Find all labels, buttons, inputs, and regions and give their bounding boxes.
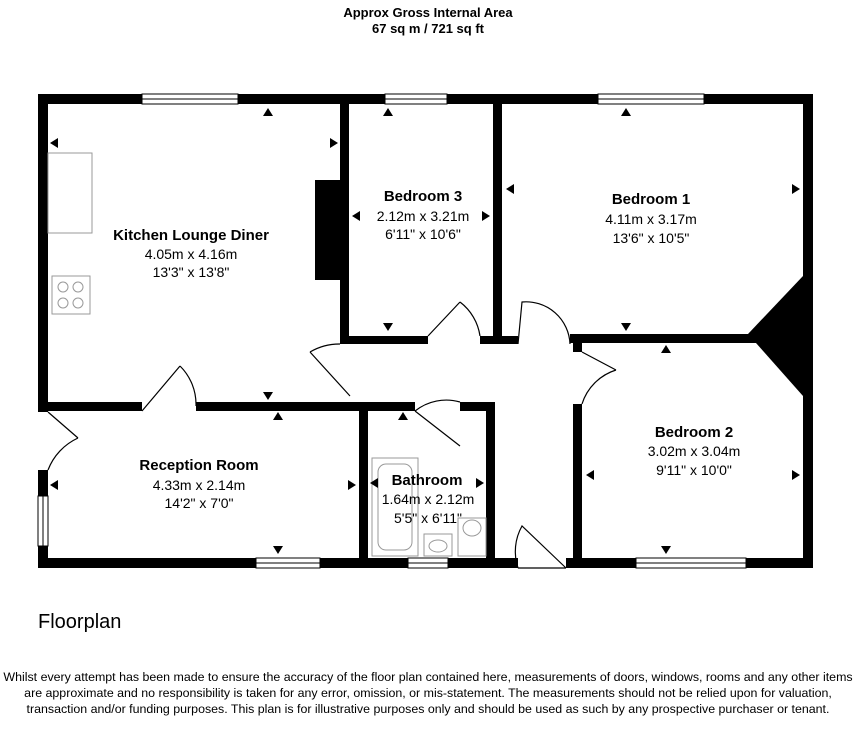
room-metric-bedroom1: 4.11m x 3.17m — [605, 211, 697, 227]
arrow-icon — [383, 323, 393, 331]
room-imperial-bedroom2: 9'11" x 10'0" — [656, 462, 732, 478]
room-metric-bathroom: 1.64m x 2.12m — [381, 491, 475, 507]
arrow-icon — [661, 546, 671, 554]
floorplan-caption: Floorplan — [38, 611, 122, 633]
kitchen-worktop — [48, 153, 92, 233]
room-name-kitchen: Kitchen Lounge Diner — [113, 227, 269, 244]
chimney-breast — [315, 180, 341, 280]
room-name-reception: Reception Room — [139, 457, 259, 474]
room-imperial-bedroom3: 6'11" x 10'6" — [385, 226, 461, 242]
arrow-icon — [586, 470, 594, 480]
wall-right — [803, 94, 813, 568]
arrow-icon — [792, 470, 800, 480]
arrow-icon — [330, 138, 338, 148]
door-bedroom3 — [428, 302, 480, 336]
disclaimer-text: Whilst every attempt has been made to ensure the accuracy of the floor plan contained here, measurements of doors, windows, rooms and any other items are approximate and no responsibility is taken for any error, omission, or mis-statement. The measurements should not be relied upon for valuation, transaction and/or funding purposes. This plan is for illustrative purposes only and should be used as such by any prospective purchaser or tenant. — [3, 670, 853, 716]
room-metric-bedroom3: 2.12m x 3.21m — [376, 208, 470, 224]
arrow-icon — [476, 478, 484, 488]
wall-bed3-bottom-a — [340, 336, 428, 344]
room-metric-reception: 4.33m x 2.14m — [152, 477, 246, 493]
room-metric-bedroom2: 3.02m x 3.04m — [647, 443, 741, 459]
door-bedroom1 — [518, 302, 570, 344]
wall-bath-top-a — [359, 402, 415, 411]
arrow-icon — [398, 412, 408, 420]
arrow-icon — [352, 211, 360, 221]
door-reception-side — [48, 412, 78, 470]
wall-left-upper — [38, 94, 48, 412]
door-kitchen-reception — [142, 366, 196, 411]
room-imperial-kitchen: 13'3" x 13'8" — [152, 264, 230, 280]
room-imperial-reception: 14'2" x 7'0" — [164, 495, 234, 511]
door-front — [515, 526, 566, 568]
wall-bath-right — [486, 402, 495, 568]
corner-chimney — [748, 276, 803, 396]
room-name-bedroom2: Bedroom 2 — [654, 424, 734, 441]
arrow-icon — [263, 108, 273, 116]
arrow-icon — [50, 138, 58, 148]
arrow-icon — [348, 480, 356, 490]
wall-bed3-bed1 — [493, 94, 502, 344]
room-name-bathroom: Bathroom — [391, 472, 463, 489]
wall-reception-bath — [359, 402, 368, 568]
wall-kitchen-bed3 — [340, 94, 349, 344]
room-name-bedroom1: Bedroom 1 — [611, 191, 691, 208]
door-bathroom — [415, 400, 460, 446]
room-metric-kitchen: 4.05m x 4.16m — [144, 246, 238, 262]
arrow-icon — [273, 546, 283, 554]
hob-icon — [52, 276, 90, 314]
door-hall-kitchen — [310, 344, 350, 396]
doors — [48, 302, 616, 568]
wall-bed2-left-a — [573, 334, 582, 352]
room-imperial-bedroom1: 13'6" x 10'5" — [612, 230, 690, 246]
arrow-icon — [383, 108, 393, 116]
wall-kitchen-bottom-a — [38, 402, 142, 411]
area-title: Approx Gross Internal Area — [343, 5, 513, 20]
arrow-icon — [263, 392, 273, 400]
arrow-icon — [50, 480, 58, 490]
arrow-icon — [482, 211, 490, 221]
room-labels — [113, 188, 740, 526]
area-value: 67 sq m / 721 sq ft — [372, 21, 484, 36]
arrow-icon — [621, 323, 631, 331]
arrow-icon — [621, 108, 631, 116]
wall-bed3-bottom-b — [480, 336, 518, 344]
door-bedroom2 — [582, 352, 616, 404]
arrow-icon — [661, 345, 671, 353]
arrow-icon — [792, 184, 800, 194]
wall-kitchen-bottom-b — [196, 402, 368, 411]
room-imperial-bathroom: 5'5" x 6'11" — [394, 510, 462, 526]
room-name-bedroom3: Bedroom 3 — [383, 188, 463, 205]
arrow-icon — [506, 184, 514, 194]
wall-bed2-left-b — [573, 404, 582, 568]
arrow-icon — [273, 412, 283, 420]
